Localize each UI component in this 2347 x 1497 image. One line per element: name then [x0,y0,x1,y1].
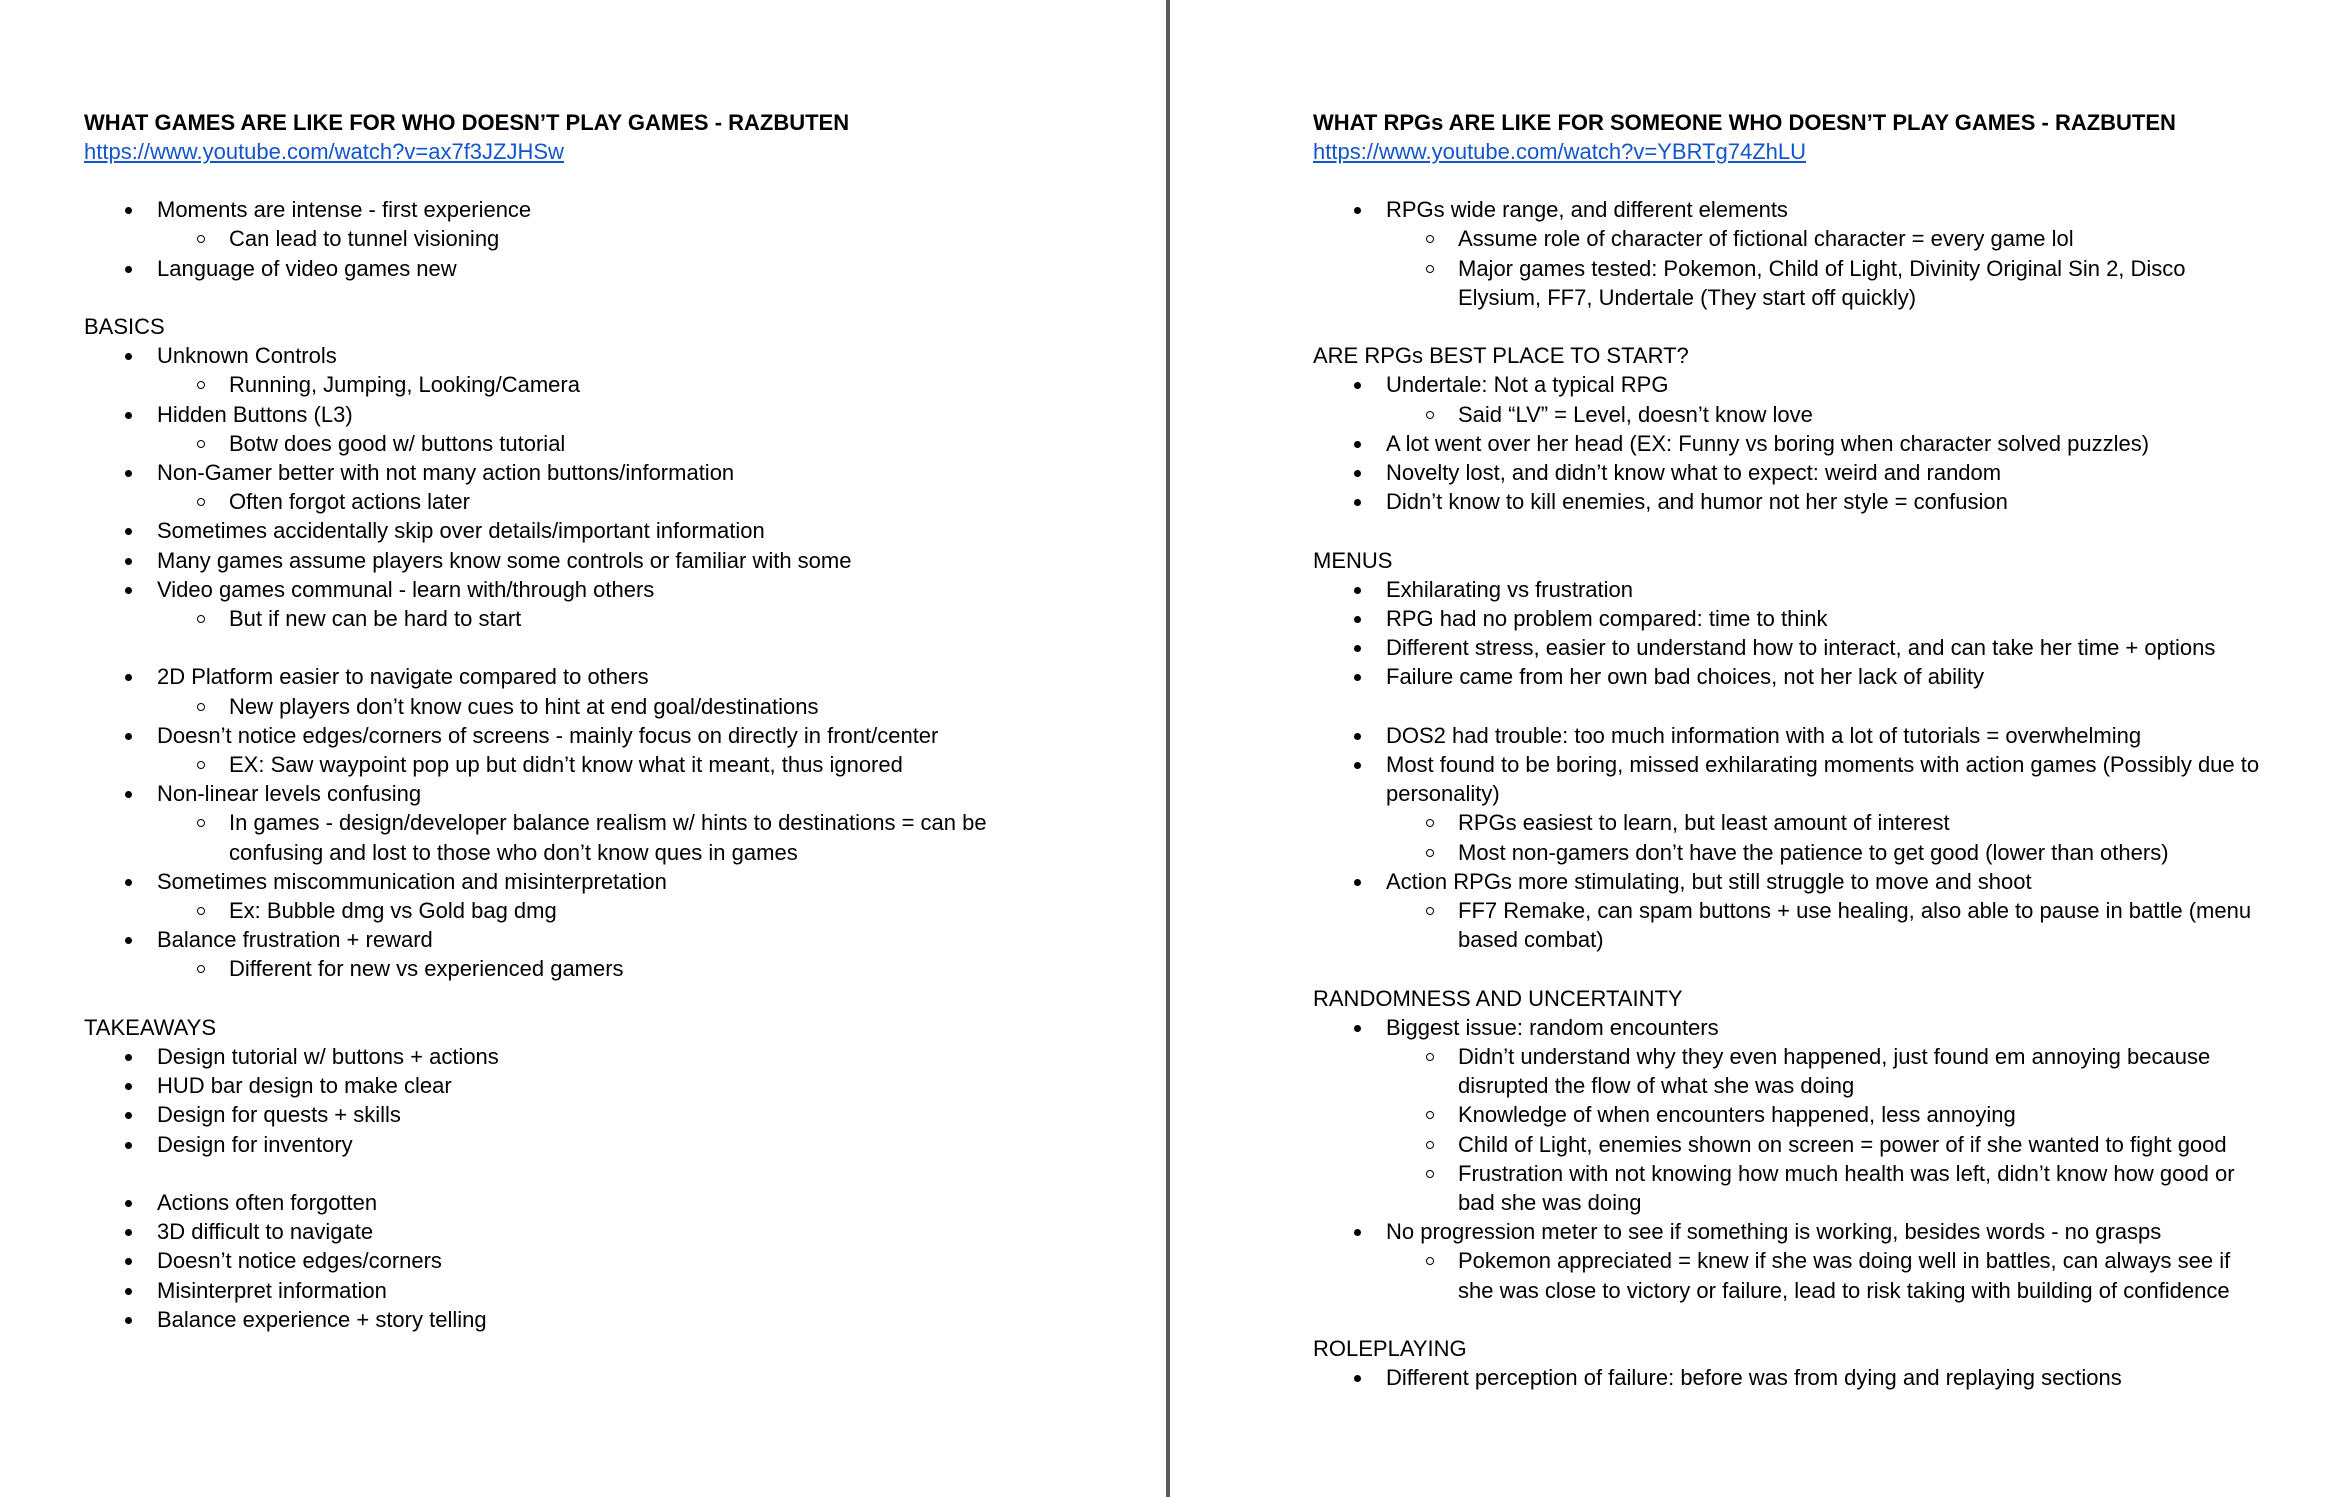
sub-bullet-item [157,954,1024,983]
bullet-item [84,341,1097,399]
sub-bullet-list [157,224,1097,253]
bullet-item [1313,487,2266,516]
roleplaying-list [1313,1363,2347,1392]
bullet-text: Unknown Controls [157,343,337,369]
bullet-text: Action RPGs more stimulating, but still struggle to move and shoot [1386,868,2032,894]
bullet-item [1313,662,2266,691]
sub-bullet-text: Assume role of character of fictional character = every game lol [1458,226,2074,252]
sub-bullet-text: New players don’t know cues to hint at end goal/destinations [229,693,819,719]
bullet-item [1313,1363,2266,1392]
bullet-item [84,546,1097,575]
sub-bullet-item [1386,1246,2265,1304]
sub-bullet-text: EX: Saw waypoint pop up but didn’t know what it meant, thus ignored [229,752,903,778]
sub-bullet-text: Different for new vs experienced gamers [229,956,624,982]
spacer [84,1159,1166,1188]
bullet-text: Many games assume players know some controls or familiar with some [157,547,852,573]
sub-bullet-text: In games - design/developer balance realism w/ hints to destinations = can be confusing and lost to those who don’t know ques in games [229,810,987,865]
bullet-text: Failure came from her own bad choices, not her lack of ability [1386,664,1984,690]
bullet-text: Non-Gamer better with not many action buttons/information [157,460,735,485]
left-intro-list [84,195,1166,283]
sub-bullet-list [157,370,1097,399]
sub-bullet-list [157,692,1097,721]
sub-bullet-list [157,808,1097,866]
sub-bullet-item [157,487,1024,516]
section-heading-takeaways: TAKEAWAYS [84,1014,217,1040]
spacer [1313,1305,2347,1334]
menus-list-2 [1313,721,2347,955]
bullet-item [84,1071,1097,1100]
sub-bullet-list [157,604,1097,633]
sub-bullet-item [157,370,1024,399]
page-divider [1166,0,1170,1497]
start-list [1313,370,2347,516]
bullet-item [84,1246,1097,1275]
bullet-item [84,1100,1097,1129]
spacer [1313,166,2347,195]
sub-bullet-text: Can lead to tunnel visioning [229,226,500,252]
section-heading-randomness: RANDOMNESS AND UNCERTAINTY [1313,985,1683,1011]
right-intro-list [1313,195,2347,312]
bullet-item [84,779,1097,867]
sub-bullet-item [157,750,1024,779]
bullet-item [84,1276,1097,1305]
menus-list [1313,575,2347,692]
bullet-text: Non-linear levels confusing [157,781,422,807]
sub-bullet-list [1386,400,2266,429]
sub-bullet-item [1386,1042,2265,1100]
bullet-text: Novelty lost, and didn’t know what to expect: weird and random [1386,460,2002,485]
bullet-item [84,575,1097,633]
sub-bullet-text: Often forgot actions later [229,489,470,515]
sub-bullet-text: Botw does good w/ buttons tutorial [229,430,566,456]
bullet-item [84,1188,1097,1217]
right-doc-title: WHAT RPGs ARE LIKE FOR SOMEONE WHO DOESN’T PLAY GAMES - RAZBUTEN [1313,110,2176,135]
bullet-text: Exhilarating vs frustration [1386,576,1633,602]
sub-bullet-list [157,896,1097,925]
bullet-text: RPG had no problem compared: time to think [1386,606,1828,631]
randomness-list [1313,1013,2347,1305]
sub-bullet-list [1386,896,2266,954]
bullet-item [1313,867,2266,955]
bullet-text: Design for inventory [157,1131,353,1157]
sub-bullet-list [157,954,1097,983]
sub-bullet-item [1386,1130,2265,1159]
sub-bullet-list [1386,224,2266,312]
bullet-item [1313,429,2266,458]
sub-bullet-item [157,896,1024,925]
sub-bullet-item [1386,896,2265,954]
section-heading-menus: MENUS [1313,547,1393,573]
sub-bullet-text: Pokemon appreciated = knew if she was doing well in battles, can always see if she was close to victory or failure, lead to risk taking with building of confidence [1458,1248,2231,1303]
bullet-text: Sometimes miscommunication and misinterpretation [157,868,667,894]
sub-bullet-item [1386,254,2265,312]
sub-bullet-text: Most non-gamers don’t have the patience to get good (lower than others) [1458,839,2169,865]
bullet-text: RPGs wide range, and different elements [1386,197,1788,223]
bullet-item [84,867,1097,925]
right-video-link[interactable]: https://www.youtube.com/watch?v=YBRTg74ZhLU [1313,139,1807,164]
basics-list [84,341,1166,633]
spacer [84,283,1166,312]
bullet-item [1313,1217,2266,1305]
bullet-text: Sometimes accidentally skip over details/important information [157,518,765,544]
sub-bullet-list [1386,1042,2266,1217]
sub-bullet-item [157,429,1024,458]
bullet-item [1313,604,2266,633]
spacer [84,166,1166,195]
left-document-page [0,0,1166,1497]
bullet-item [84,1217,1097,1246]
spacer [1313,516,2347,545]
bullet-text: Design for quests + skills [157,1102,401,1128]
bullet-text: Biggest issue: random encounters [1386,1014,1719,1040]
bullet-text: DOS2 had trouble: too much information with a lot of tutorials = overwhelming [1386,722,2142,748]
sub-bullet-item [157,224,1024,253]
bullet-text: Didn’t know to kill enemies, and humor not her style = confusion [1386,489,2008,515]
section-heading-roleplaying: ROLEPLAYING [1313,1336,1467,1362]
sub-bullet-text: RPGs easiest to learn, but least amount of interest [1458,810,1950,836]
sub-bullet-text: Didn’t understand why they even happened, just found em annoying because disrupted the flow of what she was doing [1458,1044,2211,1099]
bullet-item [1313,458,2266,487]
sub-bullet-text: Ex: Bubble dmg vs Gold bag dmg [229,898,557,924]
bullet-item [1313,750,2266,867]
sub-bullet-item [1386,400,2265,429]
sub-bullet-list [157,429,1097,458]
bullet-item [1313,575,2266,604]
bullet-text: Balance frustration + reward [157,927,433,953]
spacer [1313,692,2347,721]
bullet-item [1313,633,2266,662]
sub-bullet-text: Knowledge of when encounters happened, less annoying [1458,1102,2016,1128]
bullet-item [84,1130,1097,1159]
bullet-text: 2D Platform easier to navigate compared to others [157,664,649,690]
bullet-item [84,458,1097,516]
sub-bullet-item [1386,838,2265,867]
bullet-text: Different stress, easier to understand how to interact, and can take her time + options [1386,635,2216,661]
sub-bullet-item [1386,1159,2265,1217]
takeaways-list-2 [84,1188,1166,1334]
bullet-item [1313,721,2266,750]
bullet-text: Doesn’t notice edges/corners [157,1248,442,1274]
bullet-item [84,195,1097,253]
section-heading-start: ARE RPGs BEST PLACE TO START? [1313,343,1689,369]
bullet-text: Hidden Buttons (L3) [157,401,353,427]
bullet-text: Moments are intense - first experience [157,197,532,223]
sub-bullet-item [1386,224,2265,253]
sub-bullet-text: Frustration with not knowing how much health was left, didn’t know how good or bad she was doing [1458,1160,2235,1216]
sub-bullet-item [1386,1100,2265,1129]
bullet-text: Doesn’t notice edges/corners of screens - mainly focus on directly in front/center [157,722,939,748]
takeaways-list [84,1042,1166,1159]
sub-bullet-text: Major games tested: Pokemon, Child of Light, Divinity Original Sin 2, Disco Elysium, FF7, Undertale (They start off quickly) [1458,255,2186,310]
sub-bullet-list [1386,808,2266,866]
bullet-item [84,662,1097,720]
sub-bullet-list [157,750,1097,779]
bullet-text: HUD bar design to make clear [157,1073,452,1099]
sub-bullet-item [157,808,1024,866]
bullet-text: Design tutorial w/ buttons + actions [157,1044,499,1070]
bullet-item [1313,1013,2266,1217]
bullet-text: Language of video games new [157,255,457,281]
bullet-text: A lot went over her head (EX: Funny vs boring when character solved puzzles) [1386,430,2150,456]
sub-bullet-item [1386,808,2265,837]
sub-bullet-item [157,604,1024,633]
sub-bullet-text: Running, Jumping, Looking/Camera [229,372,580,398]
bullet-item [84,1305,1097,1334]
bullet-item [84,254,1097,283]
spacer [84,984,1166,1013]
sub-bullet-list [1386,1246,2266,1304]
bullet-text: Misinterpret information [157,1277,387,1303]
bullet-item [84,400,1097,458]
sub-bullet-text: FF7 Remake, can spam buttons + use healing, also able to pause in battle (menu based combat) [1458,898,2252,953]
left-video-link[interactable]: https://www.youtube.com/watch?v=ax7f3JZJHSw [84,139,564,164]
left-doc-title: WHAT GAMES ARE LIKE FOR WHO DOESN’T PLAY GAMES - RAZBUTEN [84,110,850,135]
bullet-item [84,516,1097,545]
sub-bullet-text: But if new can be hard to start [229,606,522,632]
bullet-text: Undertale: Not a typical RPG [1386,372,1669,398]
spacer [1313,954,2347,983]
sub-bullet-text: Said “LV” = Level, doesn’t know love [1458,401,1813,427]
sub-bullet-item [157,692,1024,721]
bullet-text: No progression meter to see if something is working, besides words - no grasps [1386,1219,2162,1245]
bullet-text: Different perception of failure: before was from dying and replaying sections [1386,1365,2122,1391]
sub-bullet-text: Child of Light, enemies shown on screen = power of if she wanted to fight good [1458,1131,2227,1157]
bullet-text: Actions often forgotten [157,1190,378,1216]
sub-bullet-list [157,487,1097,516]
spacer [1313,312,2347,341]
right-document-page [1172,0,2347,1497]
bullet-item [1313,370,2266,428]
bullet-text: Balance experience + story telling [157,1306,487,1332]
bullet-text: Video games communal - learn with/through others [157,576,655,602]
spacer [84,633,1166,662]
bullet-text: Most found to be boring, missed exhilarating moments with action games (Possibly due to personality) [1386,752,2260,807]
basics-list-2 [84,662,1166,983]
bullet-item [84,1042,1097,1071]
section-heading-basics: BASICS [84,313,165,339]
bullet-item [84,925,1097,983]
bullet-item [84,721,1097,779]
bullet-item [1313,195,2266,312]
bullet-text: 3D difficult to navigate [157,1219,374,1245]
